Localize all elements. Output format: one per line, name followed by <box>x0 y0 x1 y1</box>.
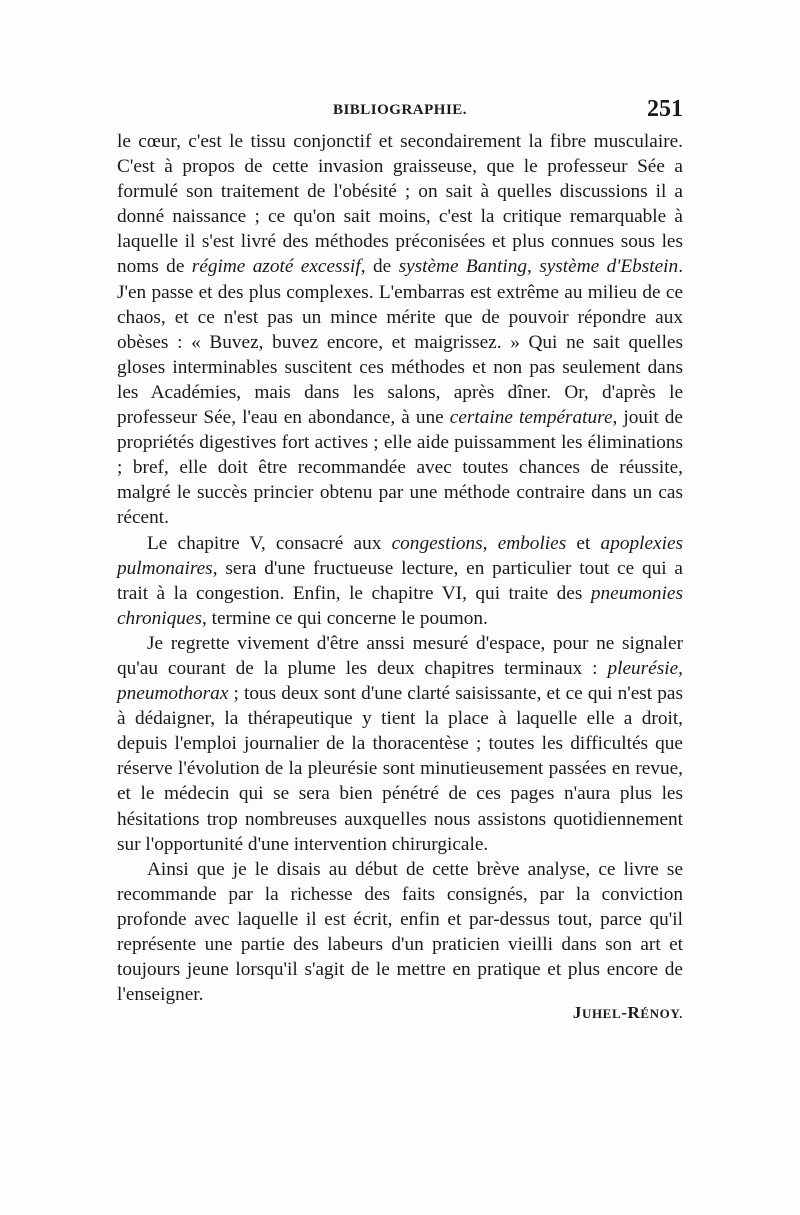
paragraph-4 <box>117 857 683 1008</box>
text-run: , <box>678 657 683 679</box>
text-run: , de <box>360 256 399 278</box>
text-run: . J'en passe et des plus complexes. L'embarras est extrême au milieu de ce chaos, et ce n'est pas un mince mérite que de pouvoir répondre aux obèses : « Buvez, buvez encore, et maigrissez. » Qui ne sait quelles gloses interminables suscitent ces méthodes et non pas seulement dans les Académies, mais dans les salons, après dîner. Or, d'après le professeur Sée, l'eau en abondance, à une <box>117 256 684 429</box>
signature-initial: J <box>572 1003 582 1022</box>
text-run: le cœur, c'est le tissu conjonctif et secondairement la fibre musculaire. C'est à propos de cette invasion graisseuse, que le professeur Sée a formulé son traitement de l'obésité ; on sait à quelles discussions il a donné naissance ; ce qu'on sait moins, c'est la critique remarquable à laquelle il s'est livré des méthodes préconisées et plus connues sous les noms de <box>117 131 683 278</box>
body-text <box>117 129 683 1007</box>
paragraph-2 <box>117 531 683 631</box>
text-run: Ainsi que je le disais au début de cette brève analyse, ce livre se recommande par la richesse des faits consignés, par la conviction profonde avec laquelle il est écrit, enfin et par-dessus tout, parce qu'il représente une partie des labeurs d'un praticien vieilli dans son art et toujours jeune lorsqu'il s'agit de le mettre en pratique et plus encore de l'enseigner. <box>117 858 683 1006</box>
page-header <box>117 96 683 126</box>
italic-term: apoplexies pulmonaires <box>117 532 684 579</box>
text-run: et <box>566 532 601 554</box>
text-run: ; tous deux sont d'une clarté saisissante, et ce qui n'est pas à dédaigner, la thérapeutique y tient la place à laquelle elle a droit, depuis l'emploi journalier de la thoracentèse ; toutes les difficultés que réserve l'évolution de la pleurésie sont minutieusement passées en revue, et le médecin qui se sera bien pénétré de ces pages n'aura plus les hésitations trop nombreuses auxquelles nous assistons quotidiennement sur l'opportunité d'une intervention chirurgicale. <box>117 683 683 855</box>
italic-term: régime azoté excessif <box>191 256 361 278</box>
italic-term: système d'Ebstein <box>539 256 679 278</box>
text-run: , jouit de propriétés digestives fort actives ; elle aide puissamment les éliminations ; bref, elle doit être recommandée avec toutes chances de réussite, malgré le succès princier obtenu par une méthode contraire dans un cas récent. <box>117 407 683 529</box>
italic-term: pneumonies chroniques <box>117 582 683 629</box>
text-run: , sera d'une fructueuse lecture, en particulier tout ce qui a trait à la congestion. Enfin, le chapitre VI, qui traite des <box>117 557 683 604</box>
author-signature <box>573 1003 683 1023</box>
paragraph-3 <box>117 631 683 857</box>
signature-smallcaps: ÉNOY. <box>640 1006 683 1021</box>
italic-term: pneumothorax <box>117 683 229 705</box>
text-run: , termine ce qui concerne le poumon. <box>201 607 488 629</box>
paragraph-1 <box>117 129 683 531</box>
running-head: BIBLIOGRAPHIE. <box>332 102 468 118</box>
italic-term: système Banting <box>398 256 527 278</box>
text-run: Je regrette vivement d'être anssi mesuré d'espace, pour ne signaler qu'au courant de la plume les deux chapitres terminaux : <box>117 632 683 679</box>
page-number: 251 <box>647 96 683 122</box>
italic-term: certaine température <box>449 407 613 429</box>
italic-term: pleurésie <box>607 657 679 679</box>
signature-dash: - <box>621 1003 628 1022</box>
signature-initial: R <box>627 1003 641 1022</box>
text-run: , <box>527 256 540 278</box>
text-run: , <box>482 532 498 554</box>
italic-term: congestions <box>391 532 483 554</box>
italic-term: embolies <box>497 532 567 554</box>
text-run: Le chapitre V, consacré aux <box>147 532 392 554</box>
signature-smallcaps: UHEL <box>581 1006 622 1021</box>
